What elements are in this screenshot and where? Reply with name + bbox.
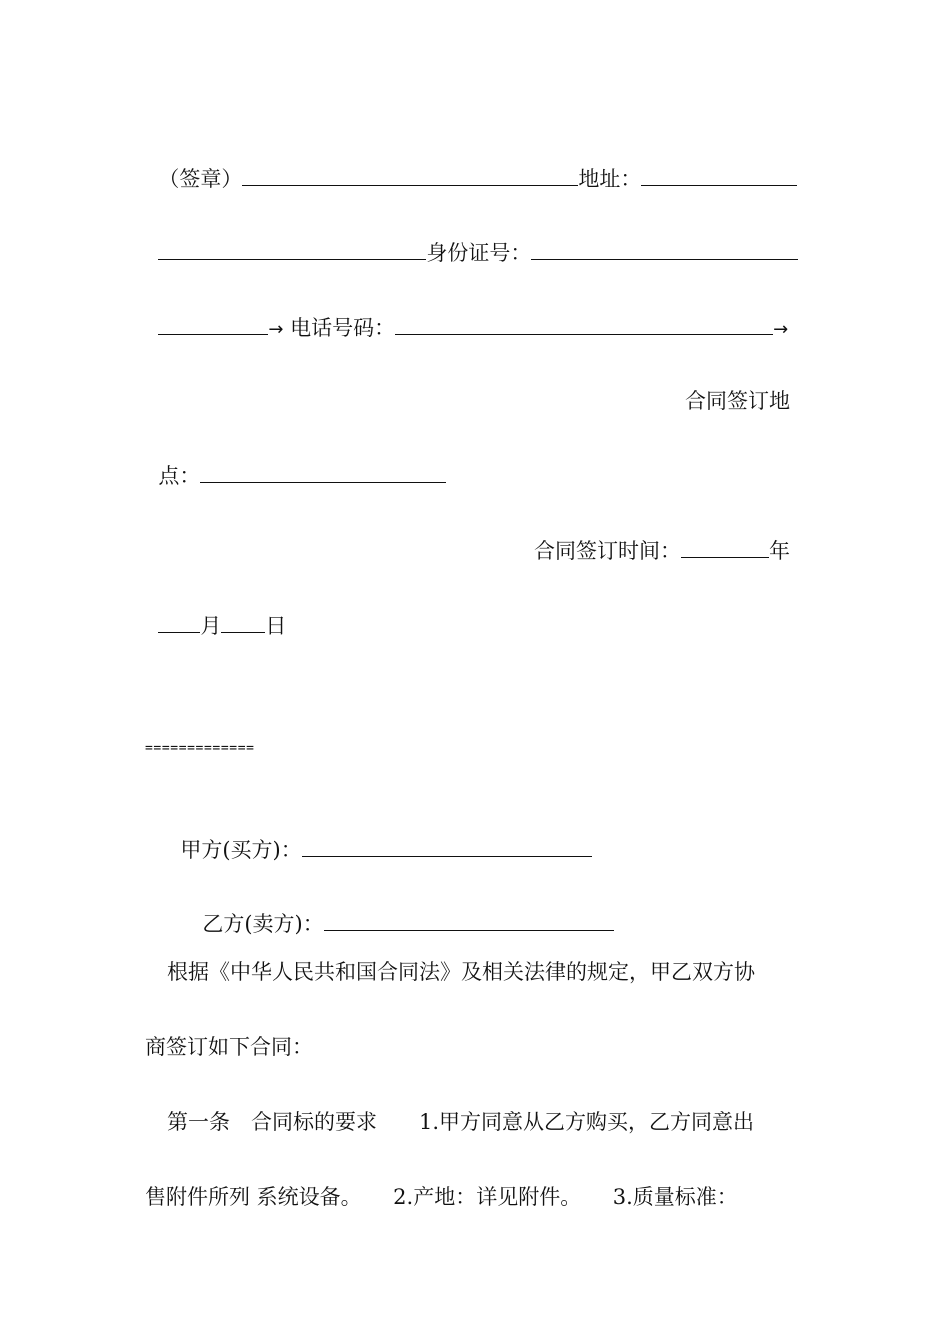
- sign-place-label-continued: 点：: [158, 464, 201, 488]
- preamble-line-2: 商签订如下合同：: [145, 1035, 313, 1059]
- month-day-line: [145, 587, 287, 638]
- party-b-label: 乙方(卖方)：: [202, 912, 324, 936]
- sign-time-label: 合同签订时间：: [534, 539, 681, 563]
- phone-label: 电话号码：: [290, 316, 396, 340]
- month-blank: [158, 613, 200, 633]
- sign-time-line: [521, 512, 790, 563]
- phone-blank: [395, 315, 773, 335]
- seal-blank: [242, 166, 578, 186]
- year-label: 年: [769, 539, 790, 563]
- sign-place-label: 合同签订地: [685, 389, 790, 413]
- section-separator: =============: [145, 741, 255, 756]
- id-number-blank: [531, 240, 798, 260]
- party-b-blank: [324, 911, 614, 931]
- preamble-line-1: 根据《中华人民共和国合同法》及相关法律的规定，甲乙双方协: [167, 960, 755, 984]
- arrow-icon: →: [268, 319, 284, 340]
- party-a-label: 甲方(买方)：: [180, 838, 302, 862]
- arrow-icon-end: →: [773, 319, 789, 340]
- phone-line: [145, 289, 789, 340]
- month-label: 月: [200, 614, 222, 638]
- id-number-blank-continued: [158, 315, 268, 335]
- party-b-line: [189, 885, 614, 936]
- seal-address-line: [145, 140, 797, 191]
- id-number-line: [145, 214, 798, 265]
- day-label: 日: [265, 614, 287, 638]
- year-blank: [681, 538, 769, 558]
- id-number-label: 身份证号：: [426, 241, 532, 265]
- article-1-line-1: 第一条 合同标的要求 1.甲方同意从乙方购买，乙方同意出: [167, 1110, 755, 1134]
- address-blank: [641, 166, 797, 186]
- address-label: 地址：: [578, 167, 642, 191]
- sign-place-line-2: [145, 437, 446, 488]
- sign-place-blank: [200, 463, 446, 483]
- seal-label: （签章）: [158, 167, 243, 191]
- address-blank-continued: [158, 240, 426, 260]
- article-1-line-2: 售附件所列 系统设备。 2.产地：详见附件。 3.质量标准：: [145, 1185, 738, 1209]
- party-a-line: [167, 811, 592, 862]
- party-a-blank: [302, 837, 592, 857]
- sign-place-line-1: [672, 362, 790, 413]
- day-blank: [221, 613, 265, 633]
